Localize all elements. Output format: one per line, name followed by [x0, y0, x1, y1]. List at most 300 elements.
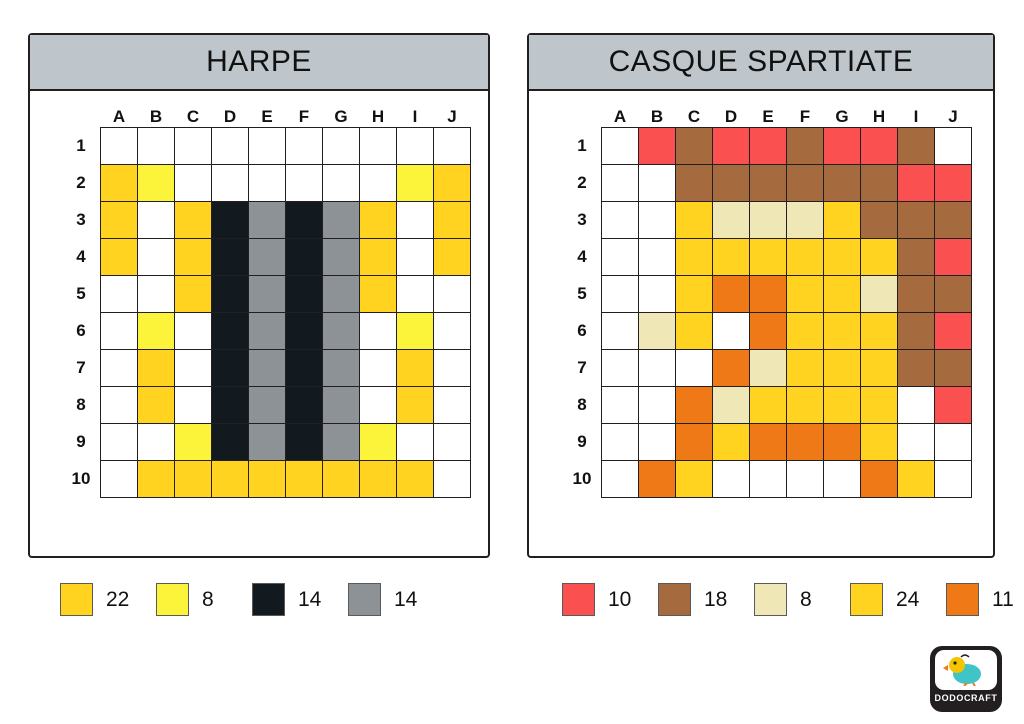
row-header-6: 6 — [76, 321, 86, 340]
grid-cell-A1[interactable] — [602, 128, 639, 165]
grid-cell-G7[interactable] — [824, 350, 861, 387]
grid-cell-J7[interactable] — [434, 350, 471, 387]
grid-cell-J4[interactable] — [935, 239, 972, 276]
grid-cell-H3[interactable] — [360, 202, 397, 239]
grid-cell-E2[interactable] — [750, 165, 787, 202]
grid-cell-C6[interactable] — [676, 313, 713, 350]
grid-cell-I10[interactable] — [397, 461, 434, 498]
grid-cell-G7[interactable] — [323, 350, 360, 387]
grid-row — [62, 276, 471, 313]
grid-cell-H2[interactable] — [360, 165, 397, 202]
grid-cell-B3[interactable] — [639, 202, 676, 239]
grid-cell-F5[interactable] — [787, 276, 824, 313]
grid-cell-C3[interactable] — [676, 202, 713, 239]
legend-item — [562, 583, 640, 616]
panel-casque-spartiate — [527, 33, 995, 558]
dodocraft-logo — [930, 646, 1002, 712]
grid-cell-B10[interactable] — [639, 461, 676, 498]
grid-row — [62, 350, 471, 387]
grid-cell-J5[interactable] — [434, 276, 471, 313]
column-header-a: A — [112, 107, 126, 126]
grid-cell-C10[interactable] — [676, 461, 713, 498]
grid-cell-I4[interactable] — [397, 239, 434, 276]
grid-cell-J2[interactable] — [434, 165, 471, 202]
grid-cell-I1[interactable] — [898, 128, 935, 165]
grid-cell-H3[interactable] — [861, 202, 898, 239]
grid-cell-A6[interactable] — [101, 313, 138, 350]
grid-row — [563, 424, 972, 461]
grid-cell-H7[interactable] — [360, 350, 397, 387]
pixel-grid-harpe[interactable] — [62, 97, 471, 498]
grid-cell-I7[interactable] — [898, 350, 935, 387]
grid-cell-A6[interactable] — [602, 313, 639, 350]
grid-cell-F8[interactable] — [286, 387, 323, 424]
grid-cell-I7[interactable] — [397, 350, 434, 387]
grid-cell-H8[interactable] — [360, 387, 397, 424]
grid-cell-E1[interactable] — [249, 128, 286, 165]
grid-cell-J8[interactable] — [935, 387, 972, 424]
grid-cell-G6[interactable] — [323, 313, 360, 350]
grid-row — [62, 165, 471, 202]
grid-row — [563, 239, 972, 276]
grid-cell-D7[interactable] — [212, 350, 249, 387]
grid-cell-F7[interactable] — [286, 350, 323, 387]
column-header-e: E — [762, 107, 774, 126]
legend-count: 18 — [704, 587, 728, 611]
grid-cell-I2[interactable] — [898, 165, 935, 202]
grid-cell-I8[interactable] — [397, 387, 434, 424]
grid-row — [563, 165, 972, 202]
column-header-c: C — [186, 107, 200, 126]
grid-cell-I5[interactable] — [898, 276, 935, 313]
grid-cell-C8[interactable] — [676, 387, 713, 424]
column-header-i: I — [913, 107, 919, 126]
grid-cell-C7[interactable] — [676, 350, 713, 387]
grid-cell-C1[interactable] — [175, 128, 212, 165]
grid-cell-G5[interactable] — [824, 276, 861, 313]
row-header-8: 8 — [76, 395, 86, 414]
row-header-3: 3 — [76, 210, 86, 229]
grid-cell-D5[interactable] — [212, 276, 249, 313]
grid-cell-D9[interactable] — [212, 424, 249, 461]
grid-cell-A2[interactable] — [101, 165, 138, 202]
grid-cell-B6[interactable] — [639, 313, 676, 350]
grid-cell-D8[interactable] — [212, 387, 249, 424]
grid-cell-H8[interactable] — [861, 387, 898, 424]
grid-row — [62, 202, 471, 239]
row-header-1: 1 — [577, 136, 587, 155]
grid-cell-E3[interactable] — [249, 202, 286, 239]
grid-cell-G1[interactable] — [824, 128, 861, 165]
grid-cell-I6[interactable] — [898, 313, 935, 350]
grid-cell-A3[interactable] — [602, 202, 639, 239]
grid-cell-F5[interactable] — [286, 276, 323, 313]
grid-cell-C9[interactable] — [676, 424, 713, 461]
grid-cell-C3[interactable] — [175, 202, 212, 239]
legend-item — [156, 583, 234, 616]
grid-cell-G5[interactable] — [323, 276, 360, 313]
grid-cell-B9[interactable] — [138, 424, 175, 461]
grid-cell-D10[interactable] — [713, 461, 750, 498]
grid-cell-E8[interactable] — [249, 387, 286, 424]
grid-cell-B1[interactable] — [639, 128, 676, 165]
grid-cell-B4[interactable] — [639, 239, 676, 276]
grid-cell-F2[interactable] — [286, 165, 323, 202]
grid-cell-A5[interactable] — [101, 276, 138, 313]
grid-cell-F1[interactable] — [286, 128, 323, 165]
grid-cell-B7[interactable] — [138, 350, 175, 387]
column-header-b: B — [149, 107, 163, 126]
grid-cell-G2[interactable] — [824, 165, 861, 202]
grid-cell-I9[interactable] — [898, 424, 935, 461]
grid-cell-F7[interactable] — [787, 350, 824, 387]
grid-cell-I2[interactable] — [397, 165, 434, 202]
grid-cell-J7[interactable] — [935, 350, 972, 387]
grid-cell-G8[interactable] — [323, 387, 360, 424]
grid-cell-A8[interactable] — [602, 387, 639, 424]
grid-corner — [62, 97, 101, 128]
column-header-b: B — [650, 107, 664, 126]
grid-cell-B5[interactable] — [138, 276, 175, 313]
grid-cell-C8[interactable] — [175, 387, 212, 424]
grid-cell-B9[interactable] — [639, 424, 676, 461]
grid-cell-H4[interactable] — [861, 239, 898, 276]
grid-cell-H4[interactable] — [360, 239, 397, 276]
grid-cell-F1[interactable] — [787, 128, 824, 165]
legend-swatch-yellow — [60, 583, 93, 616]
grid-cell-C2[interactable] — [676, 165, 713, 202]
grid-cell-D2[interactable] — [212, 165, 249, 202]
row-header-10: 10 — [572, 469, 592, 488]
grid-cell-G4[interactable] — [323, 239, 360, 276]
grid-cell-G3[interactable] — [323, 202, 360, 239]
grid-cell-D6[interactable] — [212, 313, 249, 350]
row-header-1: 1 — [76, 136, 86, 155]
grid-cell-A10[interactable] — [101, 461, 138, 498]
grid-cell-D10[interactable] — [212, 461, 249, 498]
grid-cell-A2[interactable] — [602, 165, 639, 202]
row-header-4: 4 — [577, 247, 587, 266]
row-header-2: 2 — [577, 173, 587, 192]
grid-cell-G1[interactable] — [323, 128, 360, 165]
grid-cell-B2[interactable] — [138, 165, 175, 202]
grid-cell-B1[interactable] — [138, 128, 175, 165]
grid-cell-C9[interactable] — [175, 424, 212, 461]
legend-item — [252, 583, 330, 616]
grid-row — [563, 202, 972, 239]
grid-cell-B3[interactable] — [138, 202, 175, 239]
grid-cell-F6[interactable] — [787, 313, 824, 350]
grid-cell-C10[interactable] — [175, 461, 212, 498]
grid-cell-D8[interactable] — [713, 387, 750, 424]
grid-cell-A9[interactable] — [602, 424, 639, 461]
grid-cell-D9[interactable] — [713, 424, 750, 461]
grid-cell-C5[interactable] — [175, 276, 212, 313]
grid-row — [563, 387, 972, 424]
grid-cell-J9[interactable] — [434, 424, 471, 461]
grid-cell-H6[interactable] — [861, 313, 898, 350]
grid-cell-A7[interactable] — [602, 350, 639, 387]
grid-cell-E7[interactable] — [249, 350, 286, 387]
column-header-h: H — [872, 107, 886, 126]
grid-cell-E6[interactable] — [750, 313, 787, 350]
grid-cell-I4[interactable] — [898, 239, 935, 276]
grid-cell-E5[interactable] — [249, 276, 286, 313]
row-header-7: 7 — [76, 358, 86, 377]
grid-cell-E5[interactable] — [750, 276, 787, 313]
grid-cell-E4[interactable] — [750, 239, 787, 276]
grid-cell-B4[interactable] — [138, 239, 175, 276]
grid-cell-H6[interactable] — [360, 313, 397, 350]
column-header-i: I — [412, 107, 418, 126]
column-header-f: F — [298, 107, 310, 126]
logo-text: DODOCRAFT — [934, 693, 998, 703]
grid-cell-J9[interactable] — [935, 424, 972, 461]
grid-cell-H1[interactable] — [861, 128, 898, 165]
grid-cell-A5[interactable] — [602, 276, 639, 313]
grid-cell-E8[interactable] — [750, 387, 787, 424]
grid-cell-B5[interactable] — [639, 276, 676, 313]
grid-cell-A4[interactable] — [101, 239, 138, 276]
grid-cell-G9[interactable] — [323, 424, 360, 461]
grid-cell-F9[interactable] — [787, 424, 824, 461]
column-header-g: G — [835, 107, 849, 126]
column-header-h: H — [371, 107, 385, 126]
grid-cell-J2[interactable] — [935, 165, 972, 202]
column-header-d: D — [223, 107, 237, 126]
legend-item — [850, 583, 928, 616]
legend-count: 8 — [800, 587, 812, 611]
grid-cell-I10[interactable] — [898, 461, 935, 498]
grid-cell-E1[interactable] — [750, 128, 787, 165]
grid-cell-A7[interactable] — [101, 350, 138, 387]
grid-cell-D1[interactable] — [713, 128, 750, 165]
grid-cell-D6[interactable] — [713, 313, 750, 350]
row-header-8: 8 — [577, 395, 587, 414]
grid-cell-I5[interactable] — [397, 276, 434, 313]
grid-cell-E4[interactable] — [249, 239, 286, 276]
row-header-4: 4 — [76, 247, 86, 266]
grid-cell-A1[interactable] — [101, 128, 138, 165]
grid-cell-B7[interactable] — [639, 350, 676, 387]
legend-item — [60, 583, 138, 616]
grid-cell-J10[interactable] — [935, 461, 972, 498]
legend-swatch-red — [562, 583, 595, 616]
legend-count: 10 — [608, 587, 632, 611]
grid-cell-B8[interactable] — [639, 387, 676, 424]
grid-cell-H5[interactable] — [861, 276, 898, 313]
row-header-7: 7 — [577, 358, 587, 377]
grid-cell-E9[interactable] — [249, 424, 286, 461]
grid-cell-J1[interactable] — [434, 128, 471, 165]
legend-swatch-black — [252, 583, 285, 616]
grid-cell-J6[interactable] — [935, 313, 972, 350]
grid-row — [62, 128, 471, 165]
grid-cell-H10[interactable] — [360, 461, 397, 498]
row-header-10: 10 — [71, 469, 91, 488]
grid-cell-B8[interactable] — [138, 387, 175, 424]
column-header-a: A — [613, 107, 627, 126]
grid-cell-E6[interactable] — [249, 313, 286, 350]
grid-cell-C7[interactable] — [175, 350, 212, 387]
grid-cell-G10[interactable] — [323, 461, 360, 498]
grid-cell-G3[interactable] — [824, 202, 861, 239]
grid-cell-I3[interactable] — [397, 202, 434, 239]
legend-item — [946, 583, 1024, 616]
grid-cell-A10[interactable] — [602, 461, 639, 498]
grid-row — [563, 128, 972, 165]
column-header-j: J — [447, 107, 457, 126]
grid-cell-D7[interactable] — [713, 350, 750, 387]
grid-cell-G4[interactable] — [824, 239, 861, 276]
grid-cell-A4[interactable] — [602, 239, 639, 276]
grid-cell-J3[interactable] — [935, 202, 972, 239]
grid-cell-F3[interactable] — [286, 202, 323, 239]
grid-cell-I3[interactable] — [898, 202, 935, 239]
grid-cell-E3[interactable] — [750, 202, 787, 239]
grid-cell-B2[interactable] — [639, 165, 676, 202]
row-header-9: 9 — [577, 432, 587, 451]
row-header-5: 5 — [76, 284, 86, 303]
grid-cell-H9[interactable] — [861, 424, 898, 461]
grid-cell-I6[interactable] — [397, 313, 434, 350]
legend-item — [754, 583, 832, 616]
grid-cell-G6[interactable] — [824, 313, 861, 350]
grid-row — [563, 313, 972, 350]
legend-count: 8 — [202, 587, 214, 611]
grid-cell-I8[interactable] — [898, 387, 935, 424]
column-header-f: F — [799, 107, 811, 126]
grid-row — [62, 239, 471, 276]
grid-cell-F9[interactable] — [286, 424, 323, 461]
grid-cell-E10[interactable] — [249, 461, 286, 498]
grid-cell-J1[interactable] — [935, 128, 972, 165]
legend-swatch-yellow — [850, 583, 883, 616]
grid-cell-C5[interactable] — [676, 276, 713, 313]
grid-cell-G10[interactable] — [824, 461, 861, 498]
grid-cell-H9[interactable] — [360, 424, 397, 461]
grid-cell-C4[interactable] — [676, 239, 713, 276]
grid-cell-D3[interactable] — [713, 202, 750, 239]
legend-swatch-gray — [348, 583, 381, 616]
grid-cell-J5[interactable] — [935, 276, 972, 313]
grid-cell-E2[interactable] — [249, 165, 286, 202]
legend-harpe — [60, 583, 444, 616]
grid-cell-H10[interactable] — [861, 461, 898, 498]
grid-cell-D2[interactable] — [713, 165, 750, 202]
column-header-c: C — [687, 107, 701, 126]
legend-count: 14 — [394, 587, 418, 611]
grid-cell-E9[interactable] — [750, 424, 787, 461]
grid-cell-F4[interactable] — [787, 239, 824, 276]
column-header-g: G — [334, 107, 348, 126]
legend-swatch-brown — [658, 583, 691, 616]
dodo-bird-icon — [943, 654, 989, 686]
grid-cell-G8[interactable] — [824, 387, 861, 424]
grid-cell-B10[interactable] — [138, 461, 175, 498]
grid-cell-I9[interactable] — [397, 424, 434, 461]
grid-cell-F8[interactable] — [787, 387, 824, 424]
grid-cell-A9[interactable] — [101, 424, 138, 461]
legend-casque-spartiate — [562, 583, 1024, 616]
panel-title: HARPE — [30, 35, 488, 91]
grid-cell-J3[interactable] — [434, 202, 471, 239]
legend-count: 22 — [106, 587, 130, 611]
legend-swatch-orange — [946, 583, 979, 616]
legend-count: 11 — [992, 587, 1014, 611]
column-header-j: J — [948, 107, 958, 126]
legend-swatch-bright_yellow — [156, 583, 189, 616]
row-header-5: 5 — [577, 284, 587, 303]
legend-item — [348, 583, 426, 616]
grid-cell-J4[interactable] — [434, 239, 471, 276]
grid-cell-D4[interactable] — [713, 239, 750, 276]
grid-container-harpe — [30, 91, 488, 560]
grid-cell-H1[interactable] — [360, 128, 397, 165]
grid-cell-F6[interactable] — [286, 313, 323, 350]
grid-row — [62, 424, 471, 461]
legend-item — [658, 583, 736, 616]
legend-count: 24 — [896, 587, 920, 611]
grid-cell-F10[interactable] — [286, 461, 323, 498]
grid-row — [62, 313, 471, 350]
grid-cell-F3[interactable] — [787, 202, 824, 239]
panel-title: CASQUE SPARTIATE — [529, 35, 993, 91]
grid-cell-H5[interactable] — [360, 276, 397, 313]
grid-row — [62, 387, 471, 424]
grid-cell-B6[interactable] — [138, 313, 175, 350]
legend-swatch-cream — [754, 583, 787, 616]
grid-row — [62, 461, 471, 498]
grid-cell-G2[interactable] — [323, 165, 360, 202]
grid-cell-C1[interactable] — [676, 128, 713, 165]
grid-cell-J8[interactable] — [434, 387, 471, 424]
grid-cell-D3[interactable] — [212, 202, 249, 239]
grid-cell-C2[interactable] — [175, 165, 212, 202]
grid-cell-D4[interactable] — [212, 239, 249, 276]
column-header-e: E — [261, 107, 273, 126]
row-header-6: 6 — [577, 321, 587, 340]
column-header-d: D — [724, 107, 738, 126]
row-header-2: 2 — [76, 173, 86, 192]
grid-cell-I1[interactable] — [397, 128, 434, 165]
grid-cell-J10[interactable] — [434, 461, 471, 498]
grid-cell-C6[interactable] — [175, 313, 212, 350]
row-header-3: 3 — [577, 210, 587, 229]
grid-cell-F10[interactable] — [787, 461, 824, 498]
grid-cell-E10[interactable] — [750, 461, 787, 498]
row-header-9: 9 — [76, 432, 86, 451]
grid-cell-H7[interactable] — [861, 350, 898, 387]
grid-cell-A8[interactable] — [101, 387, 138, 424]
grid-cell-H2[interactable] — [861, 165, 898, 202]
grid-row — [563, 350, 972, 387]
pixel-grid-casque-spartiate[interactable] — [563, 97, 972, 498]
grid-cell-G9[interactable] — [824, 424, 861, 461]
grid-cell-F4[interactable] — [286, 239, 323, 276]
grid-cell-C4[interactable] — [175, 239, 212, 276]
grid-cell-J6[interactable] — [434, 313, 471, 350]
grid-cell-E7[interactable] — [750, 350, 787, 387]
grid-cell-D1[interactable] — [212, 128, 249, 165]
grid-cell-D5[interactable] — [713, 276, 750, 313]
panel-harpe — [28, 33, 490, 558]
grid-row — [563, 276, 972, 313]
grid-corner — [563, 97, 602, 128]
grid-cell-F2[interactable] — [787, 165, 824, 202]
grid-cell-A3[interactable] — [101, 202, 138, 239]
logo-badge — [935, 650, 997, 690]
